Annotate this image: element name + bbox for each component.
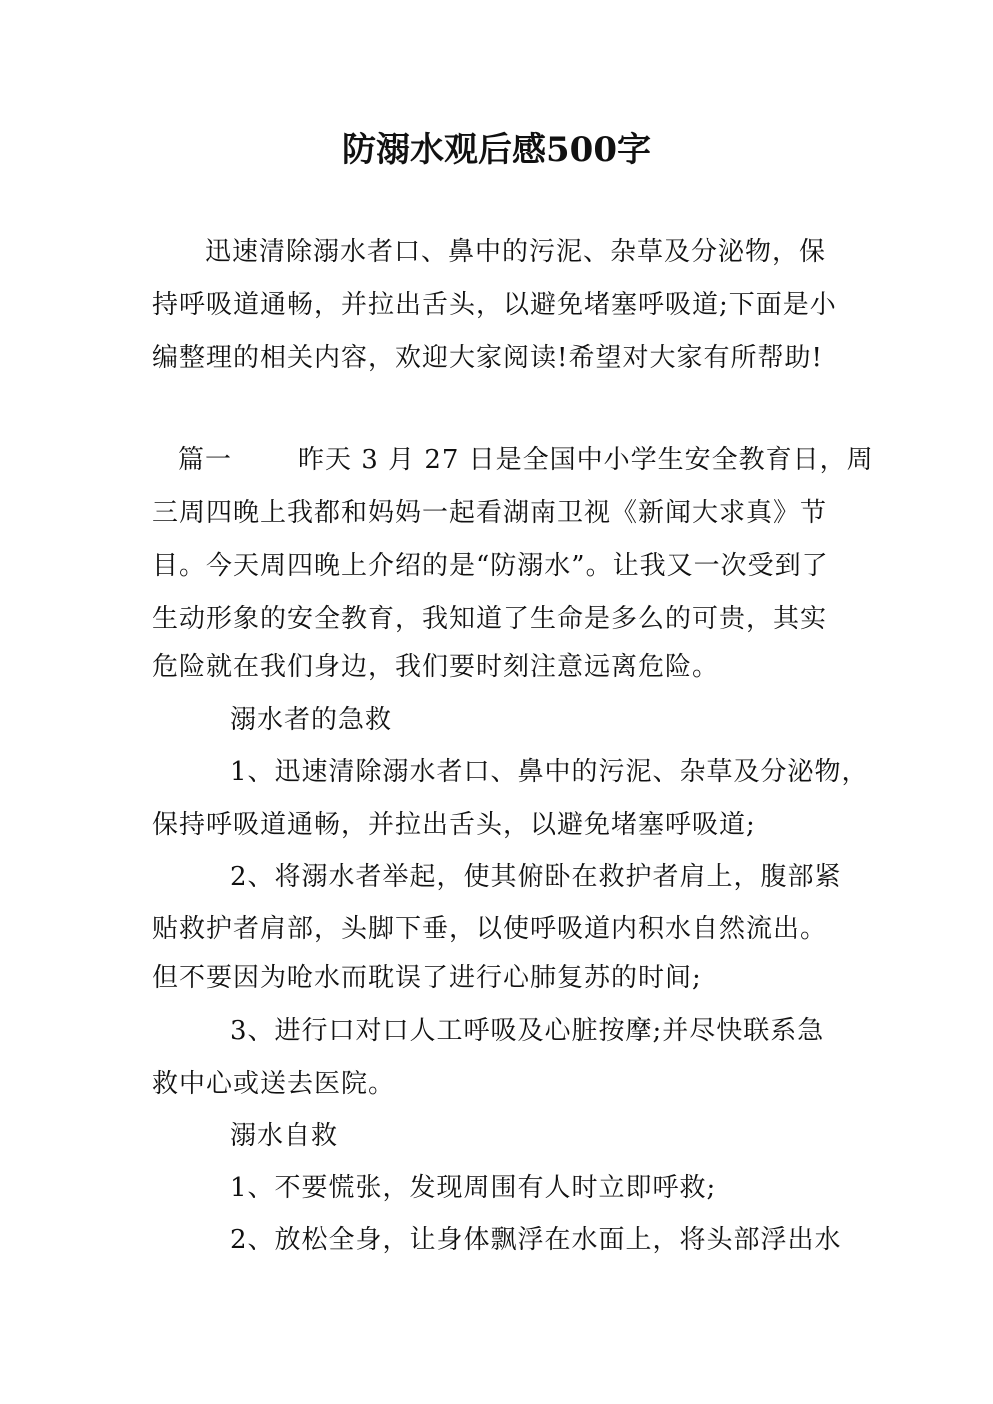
paragraph-line: 昨天 3 月 27 日是全国中小学生安全教育日，周 bbox=[298, 445, 874, 475]
paragraph-line: 贴救护者肩部，头脚下垂，以使呼吸道内积水自然流出。 bbox=[152, 914, 828, 944]
paragraph-line: 1、迅速清除溺水者口、鼻中的污泥、杂草及分泌物， bbox=[230, 757, 869, 787]
intro-line: 迅速清除溺水者口、鼻中的污泥、杂草及分泌物，保 bbox=[205, 237, 827, 267]
intro-line: 编整理的相关内容，欢迎大家阅读!希望对大家有所帮助! bbox=[152, 343, 823, 373]
section-label: 篇一 bbox=[178, 445, 233, 475]
document-title: 防溺水观后感500字 bbox=[342, 130, 651, 170]
paragraph-line: 1、不要慌张，发现周围有人时立即呼救; bbox=[230, 1173, 717, 1203]
paragraph-line: 生动形象的安全教育，我知道了生命是多么的可贵，其实 bbox=[152, 604, 828, 634]
paragraph-line: 但不要因为呛水而耽误了进行心肺复苏的时间; bbox=[152, 963, 702, 993]
paragraph-line: 2、将溺水者举起，使其俯卧在救护者肩上，腹部紧 bbox=[230, 862, 842, 892]
paragraph-line: 三周四晚上我都和妈妈一起看湖南卫视《新闻大求真》节 bbox=[152, 498, 828, 528]
paragraph-line: 救中心或送去医院。 bbox=[152, 1069, 396, 1099]
paragraph-line: 3、进行口对口人工呼吸及心脏按摩;并尽快联系急 bbox=[230, 1016, 825, 1046]
paragraph-line: 2、放松全身，让身体飘浮在水面上，将头部浮出水 bbox=[230, 1225, 842, 1255]
paragraph-line: 危险就在我们身边，我们要时刻注意远离危险。 bbox=[152, 652, 720, 682]
paragraph-line: 目。今天周四晚上介绍的是“防溺水”。让我又一次受到了 bbox=[152, 551, 829, 581]
subheading: 溺水者的急救 bbox=[230, 705, 393, 735]
paragraph-line: 保持呼吸道通畅，并拉出舌头，以避免堵塞呼吸道; bbox=[152, 810, 756, 840]
subheading: 溺水自救 bbox=[230, 1121, 339, 1151]
intro-line: 持呼吸道通畅，并拉出舌头，以避免堵塞呼吸道;下面是小 bbox=[152, 290, 837, 320]
